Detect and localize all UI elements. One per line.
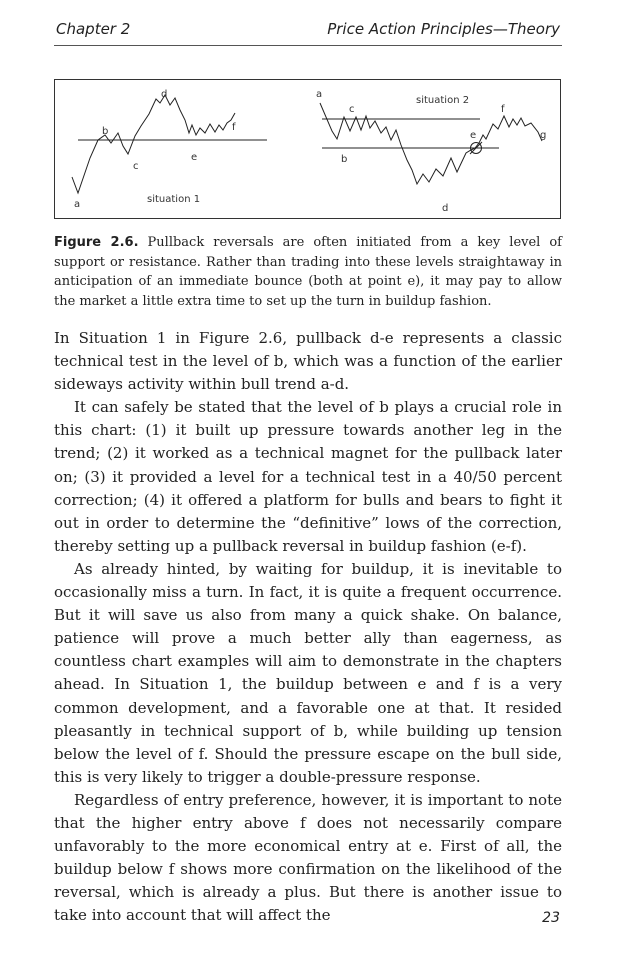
s1-price-path <box>72 95 235 193</box>
s2-point-f: f <box>501 104 505 115</box>
s2-point-g: g <box>540 130 547 141</box>
s2-price-path <box>320 103 542 184</box>
paragraph-3: As already hinted, by waiting for buildup, it is inevitable to occasionally miss a turn. In fact, it is quite a frequent occurrence. But it will save us also from many a quick shake. On balance, patience will prove a much better ally than eagerness, as countless chart examples will aim to demonstrate in the chapters ahead. In Situation 1, the buildup between e and f is a very common development, and a favorable one at that. It resided pleasantly in technical support of b, while building up tension below the level of f. Should the pressure escape on the bull side, this is very likely to trigger a double-pressure response. <box>54 559 562 786</box>
paragraph-1: In Situation 1 in Figure 2.6, pullback d-e represents a classic technical test in the level of b, which was a function of the earlier sideways activity within bull trend a-d. <box>54 329 562 394</box>
s1-point-b: b <box>102 126 109 137</box>
s1-point-f: f <box>232 122 236 133</box>
figure-caption <box>54 233 562 311</box>
s2-point-d: d <box>442 203 449 214</box>
chapter-header: Chapter 2 <box>56 20 131 38</box>
caption-label: Figure 2.6. <box>54 235 139 250</box>
body-text <box>54 327 562 927</box>
s1-point-d: d <box>161 89 168 100</box>
s2-point-e: e <box>470 130 477 141</box>
s1-point-a: a <box>74 199 81 210</box>
caption-text: Pullback reversals are often initiated from a key level of support or resistance. Rather than trading into these levels straightaway in anticipation of an immediate bounce (both at point e), it may pay to allow the market a little extra time to set up the turn in buildup fashion. <box>54 235 562 309</box>
figure-diagram <box>55 80 562 220</box>
situation-1-label: situation 1 <box>147 194 201 205</box>
s1-point-e: e <box>191 152 198 163</box>
s2-point-a: a <box>316 89 323 100</box>
header-rule <box>54 45 562 46</box>
paragraph-2: It can safely be stated that the level of b plays a crucial role in this chart: (1) it built up pressure towards another leg in the trend; (2) it worked as a technical magnet for the pullback later on; (3) it provided a level for a technical test in a 40/50 percent correction; (4) it offered a platform for bulls and bears to fight it out in order to determine the “definitive” lows of the correction, thereby setting up a pullback reversal in buildup fashion (e-f). <box>54 398 562 555</box>
s2-point-b: b <box>341 154 348 165</box>
page-number: 23 <box>542 910 560 926</box>
s2-point-c: c <box>349 104 355 115</box>
situation-2-label: situation 2 <box>416 95 470 106</box>
s1-point-c: c <box>133 161 139 172</box>
running-title: Price Action Principles—Theory <box>327 20 560 38</box>
figure-2-6 <box>54 79 561 219</box>
paragraph-4: Regardless of entry preference, however, it is important to note that the higher entry above f does not necessarily compare unfavorably to the more economical entry at e. First of all, the buildup below f shows more confirmation on the likelihood of the reversal, which is already a plus. But there is another issue to take into account that will affect the <box>54 790 562 925</box>
